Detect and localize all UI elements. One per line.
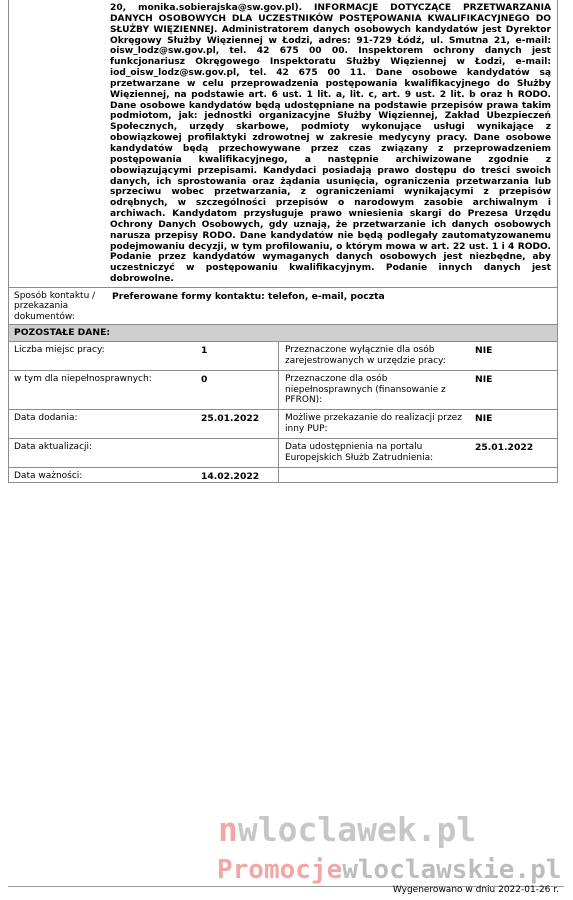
watermark-rest: wloclawek.pl <box>237 810 477 849</box>
table-row <box>9 439 557 468</box>
table-row <box>9 342 557 371</box>
registered-only-value: NIE <box>475 344 493 356</box>
contact-label: Sposób kontaktu / przekazania dokumentów: <box>14 290 96 322</box>
section-header: POZOSTAŁE DANE: <box>9 325 557 342</box>
watermark-accent: n <box>218 810 238 849</box>
watermark-rest: wloclawskie.pl <box>342 855 562 885</box>
date-updated-label: Data aktualizacji: <box>14 441 93 452</box>
date-updated-value <box>201 439 279 467</box>
contact-row <box>9 288 557 325</box>
date-added-label: Data dodania: <box>14 412 78 423</box>
pfron-value: NIE <box>475 373 493 385</box>
contact-value: Preferowane formy kontaktu: telefon, e-mail, poczta <box>112 290 385 302</box>
watermark-promocje <box>217 855 561 885</box>
rodo-label-cell <box>9 0 107 287</box>
registered-only-label: Przeznaczone wyłącznie dla osób zarejestrowanych w urzędzie pracy: <box>285 344 446 366</box>
disabled-count-label: w tym dla niepełnosprawnych: <box>14 373 152 384</box>
pfron-label: Przeznaczone dla osób niepełnosprawnych (finansowanie z PFRON): <box>285 373 446 406</box>
rodo-text: 20, monika.sobierajska@sw.gov.pl). INFORMACJE DOTYCZĄCE PRZETWARZANIA DANYCH OSOBOWYCH DLA UCZESTNIKÓW POSTĘPOWANIA KWALIFIKACYJNEGO DO SŁUŻBY WIĘZIENNEJ. Administratorem danych osobowych kandydatów jest Dyrektor Okręgowy Służby Więziennej w Łodzi, adres: 91-729 Łódź, ul. Smutna 21, e-mail: oisw_lodz@sw.gov.pl, tel. 42 675 00 00. Inspektorem ochrony danych jest funkcjonariusz Okręgowego Inspektoratu Służby Więziennej w Łodzi, e-mail: iod_oisw_lodz@sw.gov.pl, tel. 42 675 00 11. Dane osobowe kandydatów są przetwarzane w celu przeprowadzenia postępowania kwalifikacyjnego do Służby Więziennej, na podstawie art. 6 ust. 1 lit. a, lit. c, art. 9 ust. 2 lit. b oraz h RODO. Dane osobowe kandydatów będą udostępniane na podstawie przepisów prawa takim podmiotom, jak: jednostki organizacyjne Służby Więziennej, Zakład Ubezpieczeń Społecznych, urzędy skarbowe, podmioty wykonujące usługi wynikające z obowiązkowej profilaktyki zdrowotnej w zakresie medycyny pracy. Dane osobowe kandydatów będą przechowywane przez czas związany z przeprowadzeniem postępowania kwalifikacyjnego, a następnie archiwizowane zgodnie z obowiązującymi przepisami. Kandydaci posiadają prawo dostępu do treści swoich danych, ich sprostowania oraz żądania usunięcia, ograniczenia przetwarzania lub sprzeciwu wobec przetwarzania, z ograniczeniami wynikającymi z przepisów odrębnych, w szczególności przepisów o narodowym zasobie archiwalnym i archiwach. Kandydatom przysługuje prawo wniesienia skargi do Prezesa Urzędu Ochrony Danych Osobowych, gdy uznają, że przetwarzanie ich danych osobowych narusza przepisy RODO. Dane kandydatów nie będą podlegały zautomatyzowanemu podejmowaniu decyzji, w tym profilowaniu, o którym mowa w art. 22 ust. 1 i 4 RODO. Podanie przez kandydatów wymaganych danych osobowych jest niezbędne, aby uczestniczyć w postępowaniu kwalifikacyjnym. Podanie innych danych jest dobrowolne. <box>110 3 551 285</box>
eures-date-label: Data udostępnienia na portalu Europejskich Służb Zatrudnienia: <box>285 441 434 463</box>
watermark-accent: Promocje <box>217 855 343 885</box>
table-row <box>9 468 557 483</box>
eures-date-value: 25.01.2022 <box>475 441 534 453</box>
other-pup-value: NIE <box>475 412 493 424</box>
job-count-label: Liczba miejsc pracy: <box>14 344 105 355</box>
rodo-row <box>9 0 557 288</box>
expiry-date-value: 14.02.2022 <box>201 468 279 482</box>
job-count-value: 1 <box>201 342 279 370</box>
date-added-value: 25.01.2022 <box>201 410 279 438</box>
expiry-date-label: Data ważności: <box>14 470 83 481</box>
disabled-count-value: 0 <box>201 371 279 409</box>
table-row <box>9 410 557 439</box>
table-row <box>9 371 557 410</box>
watermark-nwloclawek <box>218 810 476 849</box>
offer-details-table <box>8 0 558 483</box>
other-pup-label: Możliwe przekazanie do realizacji przez inny PUP: <box>285 412 462 434</box>
generated-date: Wygenerowano w dniu 2022-01-26 r. <box>392 885 559 895</box>
